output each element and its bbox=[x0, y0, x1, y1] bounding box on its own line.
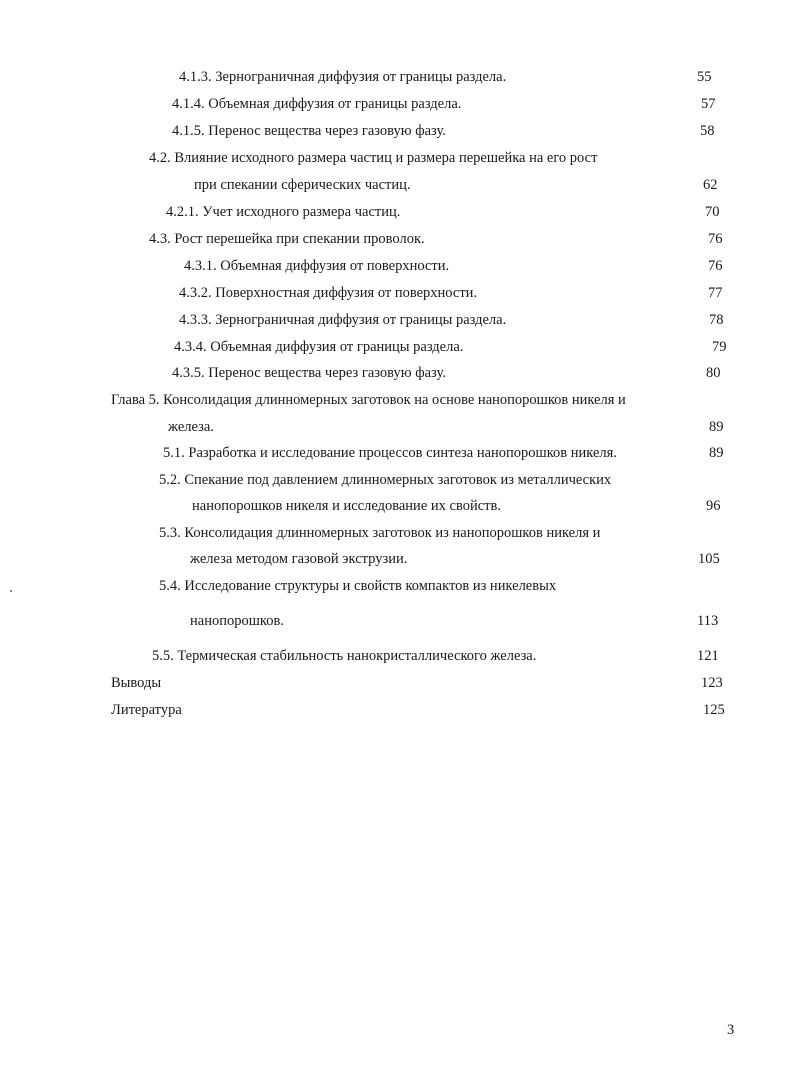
toc-page-number: 77 bbox=[708, 285, 723, 301]
toc-page-number: 121 bbox=[697, 648, 719, 664]
toc-entry-4-3-3: 4.3.3. Зернограничная диффузия от границы раздела. bbox=[179, 312, 507, 328]
toc-entry-conclusions: Выводы bbox=[111, 675, 162, 691]
toc-entry-5-4: 5.4. Исследование структуры и свойств компактов из никелевых bbox=[159, 578, 557, 594]
toc-entry-4-3-2: 4.3.2. Поверхностная диффузия от поверхности. bbox=[179, 285, 478, 301]
toc-entry-4-1-3: 4.1.3. Зернограничная диффузия от границы раздела. bbox=[179, 69, 507, 85]
toc-page-number: 76 bbox=[708, 258, 723, 274]
toc-page-number: 62 bbox=[703, 177, 718, 193]
page-number: 3 bbox=[727, 1022, 735, 1038]
toc-page-number: 96 bbox=[706, 498, 721, 514]
toc-page-number: 80 bbox=[706, 365, 721, 381]
toc-entry-5-1: 5.1. Разработка и исследование процессов синтеза нанопорошков никеля. bbox=[163, 445, 617, 461]
toc-page-number: 79 bbox=[712, 339, 727, 355]
toc-entry-4-3-1: 4.3.1. Объемная диффузия от поверхности. bbox=[184, 258, 450, 274]
toc-entry-4-2-1: 4.2.1. Учет исходного размера частиц. bbox=[166, 204, 401, 220]
toc-page-number: 105 bbox=[698, 551, 720, 567]
toc-page-number: 89 bbox=[709, 419, 724, 435]
toc-entry-references: Литература bbox=[111, 702, 182, 718]
toc-page-number: 57 bbox=[701, 96, 716, 112]
toc-page-number: 123 bbox=[701, 675, 723, 691]
toc-entry-5-2-continued: нанопорошков никеля и исследование их свойств. bbox=[192, 498, 501, 514]
toc-page-number: 76 bbox=[708, 231, 723, 247]
toc-entry-4-3-5: 4.3.5. Перенос вещества через газовую фазу. bbox=[172, 365, 446, 381]
toc-entry-4-1-4: 4.1.4. Объемная диффузия от границы раздела. bbox=[172, 96, 462, 112]
toc-entry-4-3: 4.3. Рост перешейка при спекании проволок. bbox=[149, 231, 425, 247]
toc-page-number: 78 bbox=[709, 312, 724, 328]
toc-page-number: 89 bbox=[709, 445, 724, 461]
toc-entry-chapter-5: Глава 5. Консолидация длинномерных заготовок на основе нанопорошков никеля и bbox=[111, 392, 626, 408]
toc-page-number: 113 bbox=[697, 613, 719, 629]
toc-entry-4-2: 4.2. Влияние исходного размера частиц и размера перешейка на его рост bbox=[149, 150, 598, 166]
toc-entry-4-2-continued: при спекании сферических частиц. bbox=[194, 177, 411, 193]
scan-speck bbox=[10, 590, 12, 592]
toc-entry-5-5: 5.5. Термическая стабильность нанокристаллического железа. bbox=[152, 648, 537, 664]
toc-page-number: 125 bbox=[703, 702, 725, 718]
toc-entry-5-3: 5.3. Консолидация длинномерных заготовок из нанопорошков никеля и bbox=[159, 525, 601, 541]
toc-entry-4-1-5: 4.1.5. Перенос вещества через газовую фазу. bbox=[172, 123, 446, 139]
toc-page-number: 58 bbox=[700, 123, 715, 139]
toc-entry-5-3-continued: железа методом газовой экструзии. bbox=[190, 551, 408, 567]
toc-entry-chapter-5-continued: железа. bbox=[168, 419, 214, 435]
toc-entry-4-3-4: 4.3.4. Объемная диффузия от границы раздела. bbox=[174, 339, 464, 355]
toc-entry-5-2: 5.2. Спекание под давлением длинномерных заготовок из металлических bbox=[159, 472, 612, 488]
toc-page-number: 70 bbox=[705, 204, 720, 220]
toc-entry-5-4-continued: нанопорошков. bbox=[190, 613, 284, 629]
toc-page-number: 55 bbox=[697, 69, 712, 85]
